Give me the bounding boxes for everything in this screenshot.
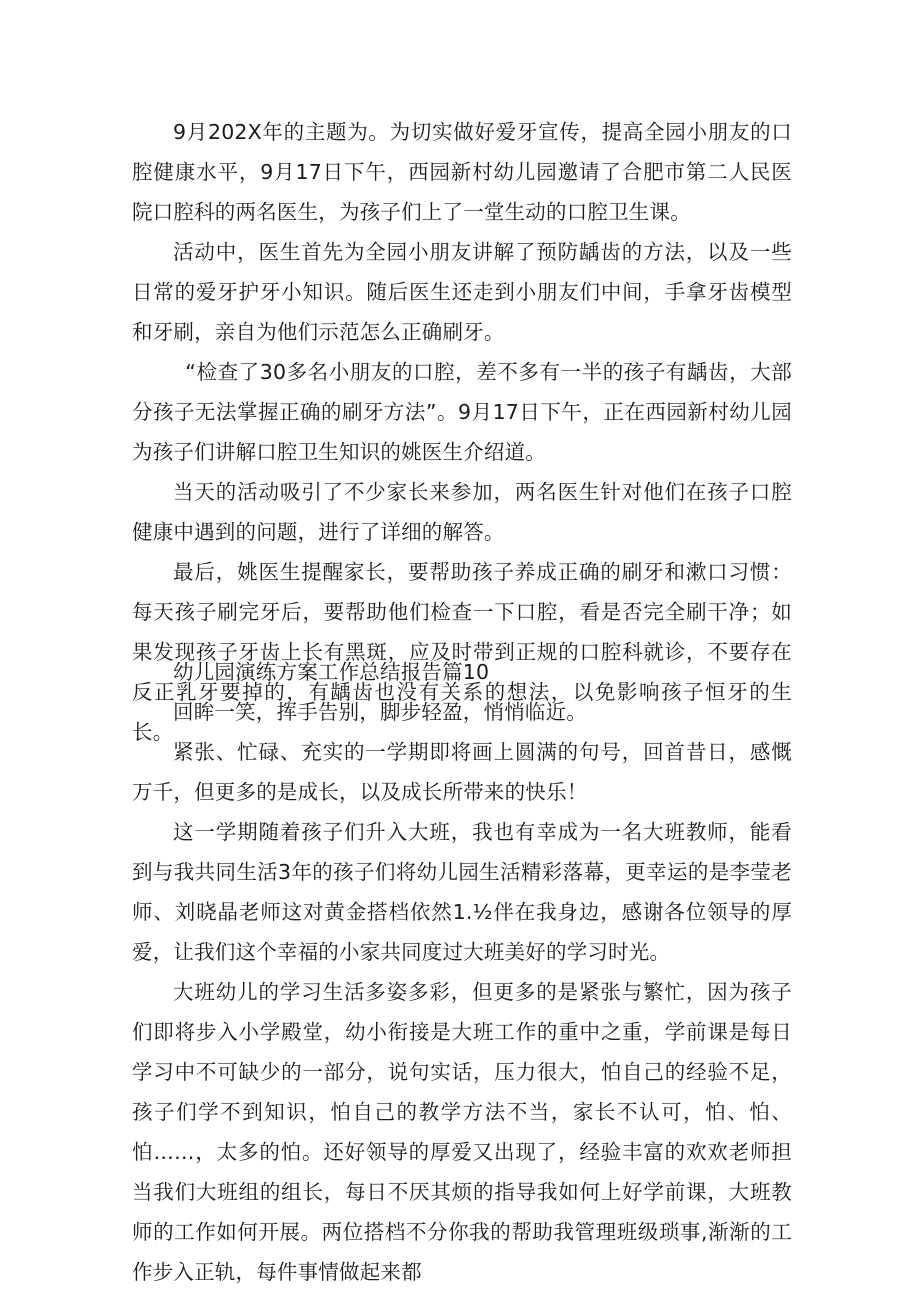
paragraph-activity: 活动中，医生首先为全园小朋友讲解了预防龋齿的方法，以及一些日常的爱牙护牙小知识。随后医生还走到小朋友们中间，手拿牙齿模型和牙刷，亲自为他们示范怎么正确刷牙。	[132, 240, 792, 344]
section-heading: 幼儿园演练方案工作总结报告篇10	[173, 660, 490, 684]
paragraph-farewell: 回眸一笑，挥手告别，脚步轻盈，悄悄临近。	[173, 700, 587, 724]
paragraph-senior-class: 这一学期随着孩子们升入大班，我也有幸成为一名大班教师，能看到与我共同生活3年的孩子们将幼儿园生活精彩落幕，更幸运的是李莹老师、刘晓晶老师这对黄金搭档依然1.½伴在我身边，感谢各位领导的厚爱，让我们这个幸福的小家共同度过大班美好的学习时光。	[132, 820, 792, 964]
paragraph-quote: “检查了30多名小朋友的口腔，差不多有一半的孩子有龋齿，大部分孩子无法掌握正确的刷牙方法”。9月17日下午，正在西园新村幼儿园为孩子们讲解口腔卫生知识的姚医生介绍道。	[132, 360, 792, 464]
paragraph-learning-life: 大班幼儿的学习生活多姿多彩，但更多的是紧张与繁忙，因为孩子们即将步入小学殿堂，幼小衔接是大班工作的重中之重，学前课是每日学习中不可缺少的一部分，说句实话，压力很大，怕自己的经验不足，孩子们学不到知识，怕自己的教学方法不当，家长不认可，怕、怕、怕……，太多的怕。还好领导的厚爱又出现了，经验丰富的欢欢老师担当我们大班组的组长，每日不厌其烦的指导我如何上好学前课，大班教师的工作如何开展。两位搭档不分你我的帮助我管理班级琐事,渐渐的工作步入正轨，每件事情做起来都	[132, 980, 792, 1284]
paragraph-advice: 最后，姚医生提醒家长，要帮助孩子养成正确的刷牙和漱口习惯：每天孩子刷完牙后，要帮助他们检查一下口腔，看是否完全刷干净；如果发现孩子牙齿上长有黑斑，应及时带到正规的口腔科就诊，不要存在反正乳牙要掉的，有龋齿也没有关系的想法，以免影响孩子恒牙的生长。	[132, 560, 792, 744]
paragraph-theme: 9月202X年的主题为。为切实做好爱牙宣传，提高全园小朋友的口腔健康水平，9月17日下午，西园新村幼儿园邀请了合肥市第二人民医院口腔科的两名医生，为孩子们上了一堂生动的口腔卫生课。	[132, 120, 792, 224]
section-report-10	[132, 652, 792, 1292]
paragraph-semester: 紧张、忙碌、充实的一学期即将画上圆满的句号，回首昔日，感慨万千，但更多的是成长，以及成长所带来的快乐！	[132, 740, 792, 804]
paragraph-parents: 当天的活动吸引了不少家长来参加，两名医生针对他们在孩子口腔健康中遇到的问题，进行了详细的解答。	[132, 480, 792, 544]
